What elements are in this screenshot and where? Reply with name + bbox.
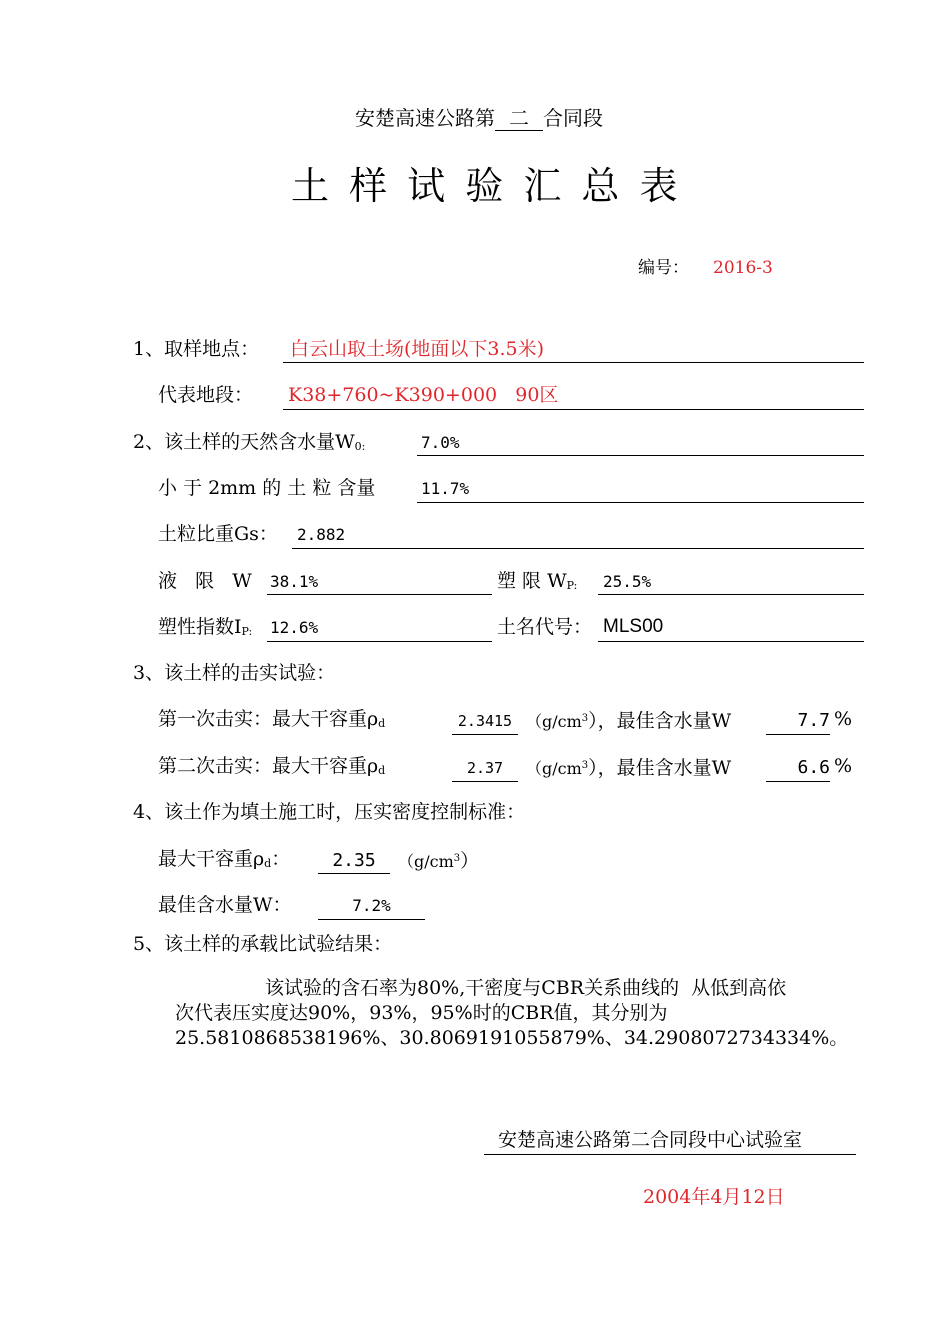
optimum-moisture-label: 最佳含水量W： xyxy=(158,894,292,916)
liquid-limit-label: 液 限 W xyxy=(158,570,252,592)
section-value: K38+760~K390+000 90区 xyxy=(288,384,559,406)
project-suffix: 合同段 xyxy=(543,106,603,130)
sampling-location-label: 1、取样地点： xyxy=(133,338,260,360)
soil-code-value: MLS00 xyxy=(603,616,664,637)
fine-content-label: 小 于 2mm 的 土 粒 含量 xyxy=(158,477,376,499)
compaction-test-label: 3、该土样的击实试验： xyxy=(133,662,336,684)
trial-1-density: 2.3415 xyxy=(457,712,513,730)
trial-1-moisture: 7.7 xyxy=(797,710,830,731)
trial-2-density: 2.37 xyxy=(466,759,504,777)
compaction-trial-1-label: 第一次击实：最大干容重$\rho_d$ xyxy=(158,708,386,730)
plastic-limit-label: 塑 限 $W_{P:}$ xyxy=(497,570,578,592)
liquid-limit-value: 38.1% xyxy=(270,572,319,591)
section-number: 二 xyxy=(495,106,543,131)
underline xyxy=(283,362,864,363)
page-title: 土 样 试 验 汇 总 表 xyxy=(291,164,682,208)
plastic-limit-value: 25.5% xyxy=(603,572,652,591)
underline xyxy=(598,641,864,642)
fine-content-value: 11.7% xyxy=(421,479,470,498)
cbr-test-label: 5、该土样的承载比试验结果： xyxy=(133,933,393,955)
cbr-result-line-3: 25.5810868538196%、30.8069191055879%、34.2908072734334%。 xyxy=(175,1027,849,1049)
compaction-standard-label: 4、该土作为填土施工时，压实密度控制标准： xyxy=(133,801,526,823)
specific-gravity-value: 2.882 xyxy=(297,525,346,544)
lab-signature: 安楚高速公路第二合同段中心试验室 xyxy=(498,1129,803,1151)
soil-code-label: 土名代号： xyxy=(497,616,593,638)
report-date: 2004年4月12日 xyxy=(643,1186,785,1208)
cbr-result-line-2: 次代表压实度达90%，93%，95%时的CBR值，其分别为 xyxy=(175,1002,668,1024)
trial-1-percent: % xyxy=(834,708,853,730)
plasticity-index-label: 塑性指数$I_{P:}$ xyxy=(158,616,253,638)
optimum-moisture-value: 7.2% xyxy=(352,896,391,915)
underline xyxy=(598,594,864,595)
trial-1-unit: $(g/cm^3)$，最佳含水量W xyxy=(526,710,732,732)
project-prefix: 安楚高速公路第 xyxy=(355,106,495,130)
serial-value: 2016-3 xyxy=(713,258,773,278)
cbr-result-line-1: 该试验的含石率为80%,干密度与CBR关系曲线的 从低到高依 xyxy=(265,977,787,999)
underline xyxy=(484,1154,856,1155)
underline xyxy=(766,734,830,735)
natural-moisture-value: 7.0% xyxy=(421,433,460,452)
underline xyxy=(452,781,518,782)
section-label: 代表地段： xyxy=(158,384,254,406)
underline xyxy=(417,502,864,503)
serial-label: 编号： xyxy=(638,258,689,278)
underline xyxy=(318,919,425,920)
max-density-label: 最大干容重$\rho_d$： xyxy=(158,848,291,870)
plasticity-index-value: 12.6% xyxy=(270,618,319,637)
underline xyxy=(766,781,830,782)
trial-2-percent: % xyxy=(834,755,853,777)
underline xyxy=(452,734,518,735)
natural-moisture-label: 2、该土样的天然含水量$W_{0:}$ xyxy=(133,431,366,453)
compaction-trial-2-label: 第二次击实：最大干容重$\rho_d$ xyxy=(158,755,386,777)
specific-gravity-label: 土粒比重Gs： xyxy=(158,523,278,545)
underline xyxy=(267,594,492,595)
underline xyxy=(318,873,390,874)
max-density-value: 2.35 xyxy=(332,850,376,871)
trial-2-unit: $(g/cm^3)$，最佳含水量W xyxy=(526,757,732,779)
trial-2-moisture: 6.6 xyxy=(797,757,830,778)
sampling-location-value: 白云山取土场(地面以下3.5米) xyxy=(290,338,545,360)
underline xyxy=(292,548,864,549)
max-density-unit: $(g/cm^3)$ xyxy=(398,850,480,872)
underline xyxy=(283,409,864,410)
underline xyxy=(267,641,492,642)
underline xyxy=(417,455,864,456)
project-title xyxy=(355,106,603,131)
